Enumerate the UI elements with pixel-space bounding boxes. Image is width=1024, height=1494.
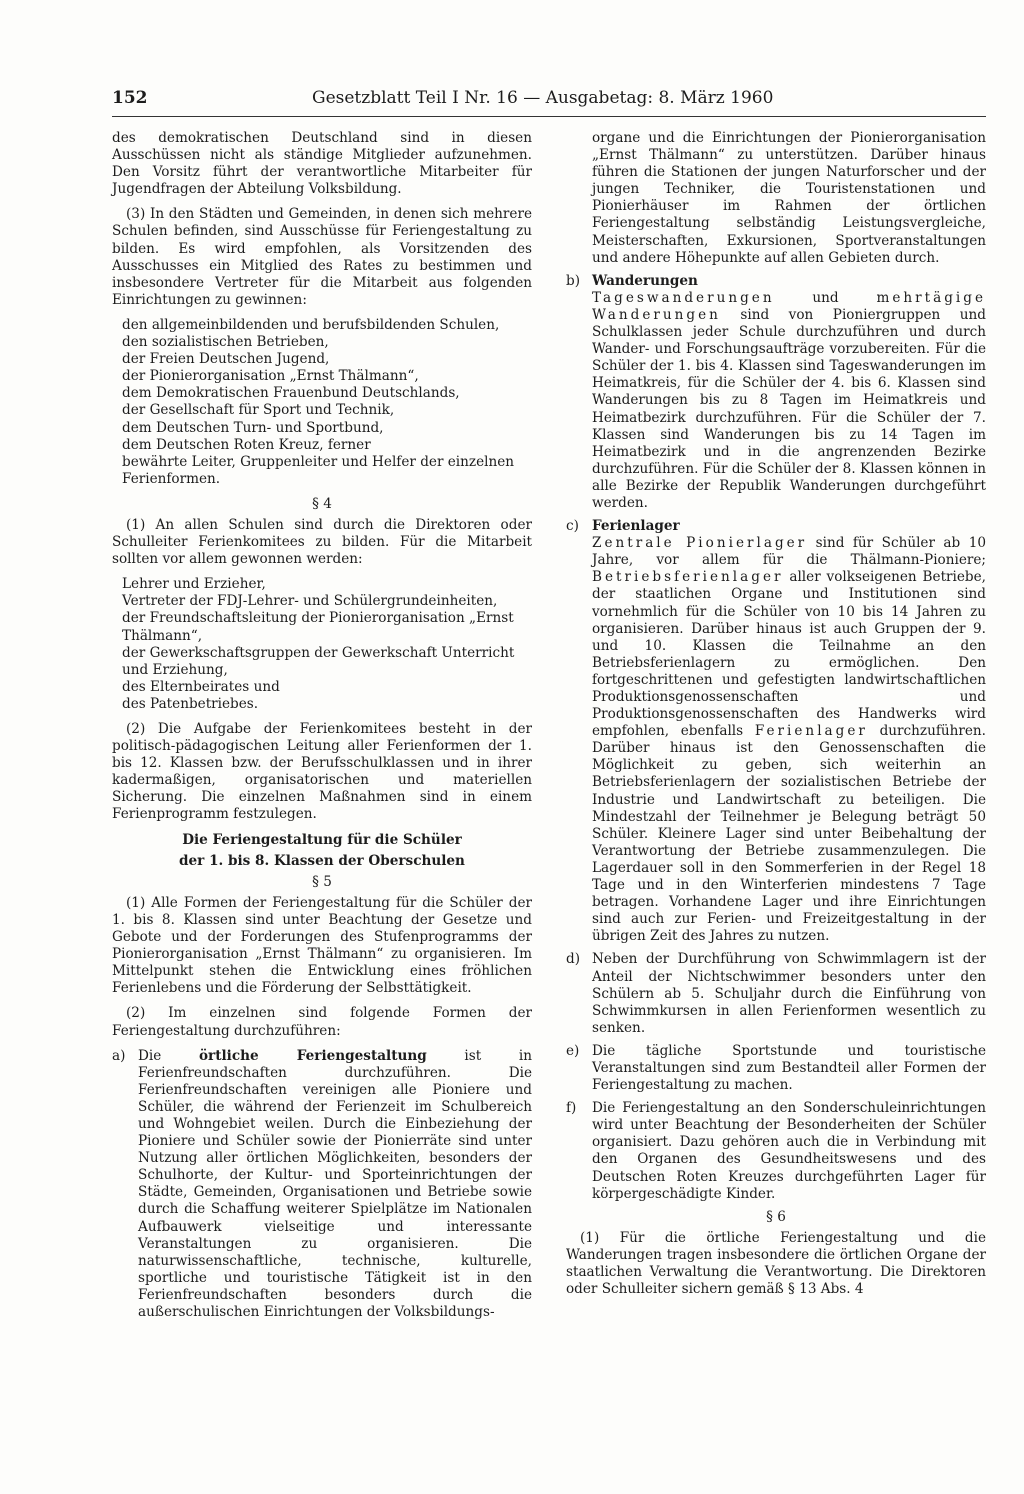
list-item: Lehrer und Erzieher, bbox=[122, 576, 266, 593]
header-rule bbox=[112, 116, 986, 117]
list-item-b bbox=[566, 273, 986, 512]
item-label: b) bbox=[566, 272, 581, 289]
item-body: sind von Pioniergruppen und Schulklassen jeder Schule durchzuführen und durch Wander- und Forschungsaufträge vorzubereiten. Für die Schüler der 1. bis 4. Klassen sind Tageswanderungen im Heimatkreis, für die Schüler der 4. bis 6. Klassen sind Wanderungen bis zu 8 Tagen im Heimatkreis und Heimatbezirk durchzuführen. Für die Schüler der 7. Klassen sind Wanderungen bis zu 14 Tagen im Heimatbezirk und in die angrenzenden Bezirke durchzuführen. Für die Schüler der 8. Klassen können in alle Bezirke der Republik Wanderungen durchgeführt werden. bbox=[592, 306, 986, 511]
item-body: Die tägliche Sportstunde und touristische Veranstaltungen sind zum Bestandteil aller Formen der Feriengestaltung zu machen. bbox=[592, 1042, 986, 1094]
item-body: durchzuführen. Darüber hinaus ist den Genossenschaften die Möglichkeit zu geben, sich weiterhin an Betriebsferienlagern der sozialistischen Betriebe der Industrie und Landwirtschaft zu beteiligen. Die Mindestzahl der Teilnehmer je Belegung beträgt 50 Schüler. Kleinere Lager sind unter Beibehaltung der Verantwortung der Betriebe zusammenzulegen. Die Lagerdauer soll in den Sommerferien in der Regel 18 Tage und in den Winterferien mindestens 7 Tage betragen. Vorhandene Lager und ihre Einrichtungen sind auch zur Ferien- und Freizeitgestaltung in der übrigen Zeit des Jahres zu nutzen. bbox=[592, 723, 986, 945]
item-title: örtliche Feriengestaltung bbox=[198, 1047, 427, 1064]
section-number: § 5 bbox=[312, 873, 332, 890]
item-body: Die Feriengestaltung an den Sonderschuleinrichtungen wird unter Beachtung der Besonderheiten der Schüler organisiert. Dazu gehören auch die in Verbindung mit den Organen des Gesundheitswesens und des Deutschen Roten Kreuzes durchgeführten Lager für körpergeschädigte Kinder. bbox=[592, 1100, 986, 1202]
item-body: aller volkseigenen Betriebe, der staatlichen Organe und Institutionen sind vornehmlich für die Schüler von 10 bis 14 Jahren zu organisieren. Darüber hinaus ist auch Gruppen der 9. und 10. Klassen die Teilnahme an den Betriebsferienlagern zu ermöglichen. Den fortgeschrittenen und gefestigten landwirtschaftlichen Produktionsgenossenschaften und Produktionsgenossenschaften des Handwerks wird empfohlen, ebenfalls bbox=[592, 569, 986, 740]
item-text bbox=[138, 1048, 532, 1322]
item-label: a) bbox=[112, 1047, 126, 1064]
list-item-c bbox=[566, 518, 986, 945]
list-item: der Gewerkschaftsgruppen der Gewerkschaft Unterricht und Erziehung, bbox=[122, 644, 515, 678]
item-body: ist in Ferienfreundschaften durchzuführen. Die Ferienfreundschaften vereinigen alle Pioniere und Schüler, die während der Ferienzeit im Schulbereich und Wohngebiet weilen. Durch die Einbeziehung der Pioniere und Schüler sowie der Pionierräte sind unter Nutzung aller örtlichen Möglichkeiten, besonders der Schulhorte, der Kultur- und Sporteinrichtungen der Städte, Gemeinden, Organisationen und Betriebe sowie durch die Schaffung weiterer Spielplätze im Nationalen Aufbauwerk vielseitige und interessante Veranstaltungen zu organisieren. Die naturwissenschaftliche, technische, kulturelle, sportliche und touristische Tätigkeit ist in den Ferienfreundschaften besonders durch die außerschulischen Einrichtungen der Volksbildungs- bbox=[138, 1047, 532, 1320]
item-label: e) bbox=[566, 1042, 580, 1059]
list-item: den sozialistischen Betrieben, bbox=[122, 334, 329, 351]
spaced-term: Tageswanderungen bbox=[592, 289, 775, 306]
list-item-f bbox=[566, 1100, 986, 1203]
section-number: § 4 bbox=[312, 495, 332, 512]
list-item-a bbox=[112, 1048, 532, 1322]
section-heading: der 1. bis 8. Klassen der Oberschulen bbox=[179, 852, 465, 869]
item-label-spacer bbox=[566, 130, 592, 267]
paragraph: des demokratischen Deutschland sind in diesen Ausschüssen nicht als ständige Mitglieder aufzunehmen. Den Vorsitz führt der verantwortliche Mitarbeiter für Jugendfragen der Abteilung Volksbildung. bbox=[112, 130, 532, 198]
list-item: der Pionierorganisation „Ernst Thälmann“, bbox=[122, 368, 419, 385]
section-number: § 6 bbox=[766, 1208, 786, 1225]
list-item: dem Demokratischen Frauenbund Deutschlands, bbox=[122, 385, 460, 402]
paragraph: (2) Die Aufgabe der Ferienkomitees besteht in der politisch-pädagogischen Leitung aller Ferienformen der 1. bis 12. Klassen bzw. der Berufsschulklassen und in ihrer kadermaßigen, organisatorischen und materiellen Sicherung. Die einzelnen Maßnahmen sind in einem Ferienprogramm festzulegen. bbox=[112, 721, 532, 823]
institution-list bbox=[112, 317, 532, 488]
list-item: des Elternbeirates und bbox=[122, 678, 280, 695]
paragraph: (1) An allen Schulen sind durch die Direktoren oder Schulleiter Ferienkomitees zu bilden. Für die Mitarbeit sollten vor allem gewonnen werden: bbox=[112, 516, 532, 568]
list-item-a-continued bbox=[566, 130, 986, 267]
item-title: Ferienlager bbox=[592, 518, 680, 535]
page-header bbox=[112, 88, 916, 118]
item-text-lead: Die bbox=[138, 1047, 199, 1064]
list-item: der Freien Deutschen Jugend, bbox=[122, 351, 330, 368]
list-item: der Gesellschaft für Sport und Technik, bbox=[122, 402, 395, 419]
item-body: und bbox=[774, 289, 877, 306]
section-heading: Die Feriengestaltung für die Schüler bbox=[182, 831, 462, 848]
header-title: Gesetzblatt Teil I Nr. 16 — Ausgabetag: 8. März 1960 bbox=[312, 88, 774, 108]
item-text bbox=[592, 518, 986, 945]
item-label: c) bbox=[566, 518, 579, 535]
paragraph: (2) Im einzelnen sind folgende Formen der Feriengestaltung durchzuführen: bbox=[112, 1005, 532, 1039]
list-item: dem Deutschen Turn- und Sportbund, bbox=[122, 419, 384, 436]
list-item: bewährte Leiter, Gruppenleiter und Helfer der einzelnen Ferienformen. bbox=[122, 453, 515, 487]
right-column bbox=[566, 130, 986, 1298]
member-list bbox=[112, 576, 532, 713]
item-title: Wanderungen bbox=[592, 272, 698, 289]
item-text bbox=[592, 273, 986, 512]
paragraph: (1) Alle Formen der Feriengestaltung für die Schüler der 1. bis 8. Klassen sind unter Beachtung der Gesetze und Gebote und der Forderungen des Stufenprogramms der Pionierorganisation „Ernst Thälmann“ zu organisieren. Im Mittelpunkt stehen die Entwicklung eines fröhlichen Ferienlebens und die Förderung der Selbsttätigkeit. bbox=[112, 894, 532, 997]
list-item-e bbox=[566, 1043, 986, 1094]
left-column bbox=[112, 130, 532, 1327]
spaced-term: Zentrale Pionierlager bbox=[592, 535, 808, 552]
spaced-term: Ferienlager bbox=[754, 723, 868, 740]
item-body: organe und die Einrichtungen der Pionierorganisation „Ernst Thälmann“ zu unterstützen. Darüber hinaus führen die Stationen der jungen Naturforscher und der jungen Techniker, die Touristenstationen und Pionierhäuser im Rahmen der örtlichen Feriengestaltung selbständig Leistungsvergleiche, Meisterschaften, Exkursionen, Sportveranstaltungen und andere Höhepunkte auf allen Gebieten durch. bbox=[592, 130, 986, 266]
item-label: d) bbox=[566, 951, 581, 968]
page-number: 152 bbox=[112, 88, 148, 108]
item-body: Neben der Durchführung von Schwimmlagern ist der Anteil der Nichtschwimmer besonders unter den Schülern ab 5. Schuljahr durch die Einführung von Schwimmkursen in allen Ferienformen wesentlich zu senken. bbox=[592, 951, 986, 1036]
spaced-term: Betriebsferienlager bbox=[592, 569, 784, 586]
item-body: sind für Schüler ab 10 Jahre, vor allem für die Thälmann-Pioniere; bbox=[592, 535, 986, 569]
list-item: des Patenbetriebes. bbox=[122, 695, 259, 712]
list-item: den allgemeinbildenden und berufsbildenden Schulen, bbox=[122, 316, 500, 333]
item-label: f) bbox=[566, 1100, 577, 1117]
paragraph: (3) In den Städten und Gemeinden, in denen sich mehrere Schulen befinden, sind Ausschüsse für Feriengestaltung zu bilden. Es wird empfohlen, als Vorsitzenden des Ausschusses ein Mitglied des Rates zu bestimmen und insbesondere Vertreter für die Mitarbeit aus folgenden Einrichtungen zu gewinnen: bbox=[112, 206, 532, 308]
list-item: der Freundschaftsleitung der Pionierorganisation „Ernst Thälmann“, bbox=[122, 610, 514, 644]
list-item: dem Deutschen Roten Kreuz, ferner bbox=[122, 436, 371, 453]
spaced-term: mehrtägige Wanderungen bbox=[592, 289, 986, 323]
paragraph: (1) Für die örtliche Feriengestaltung und die Wanderungen tragen insbesondere die örtlichen Organe der staatlichen Verwaltung die Verantwortung. Die Direktoren oder Schulleiter sichern gemäß § 13 Abs. 4 bbox=[566, 1229, 986, 1298]
list-item-d bbox=[566, 951, 986, 1036]
list-item: Vertreter der FDJ-Lehrer- und Schülergrundeinheiten, bbox=[122, 593, 498, 610]
